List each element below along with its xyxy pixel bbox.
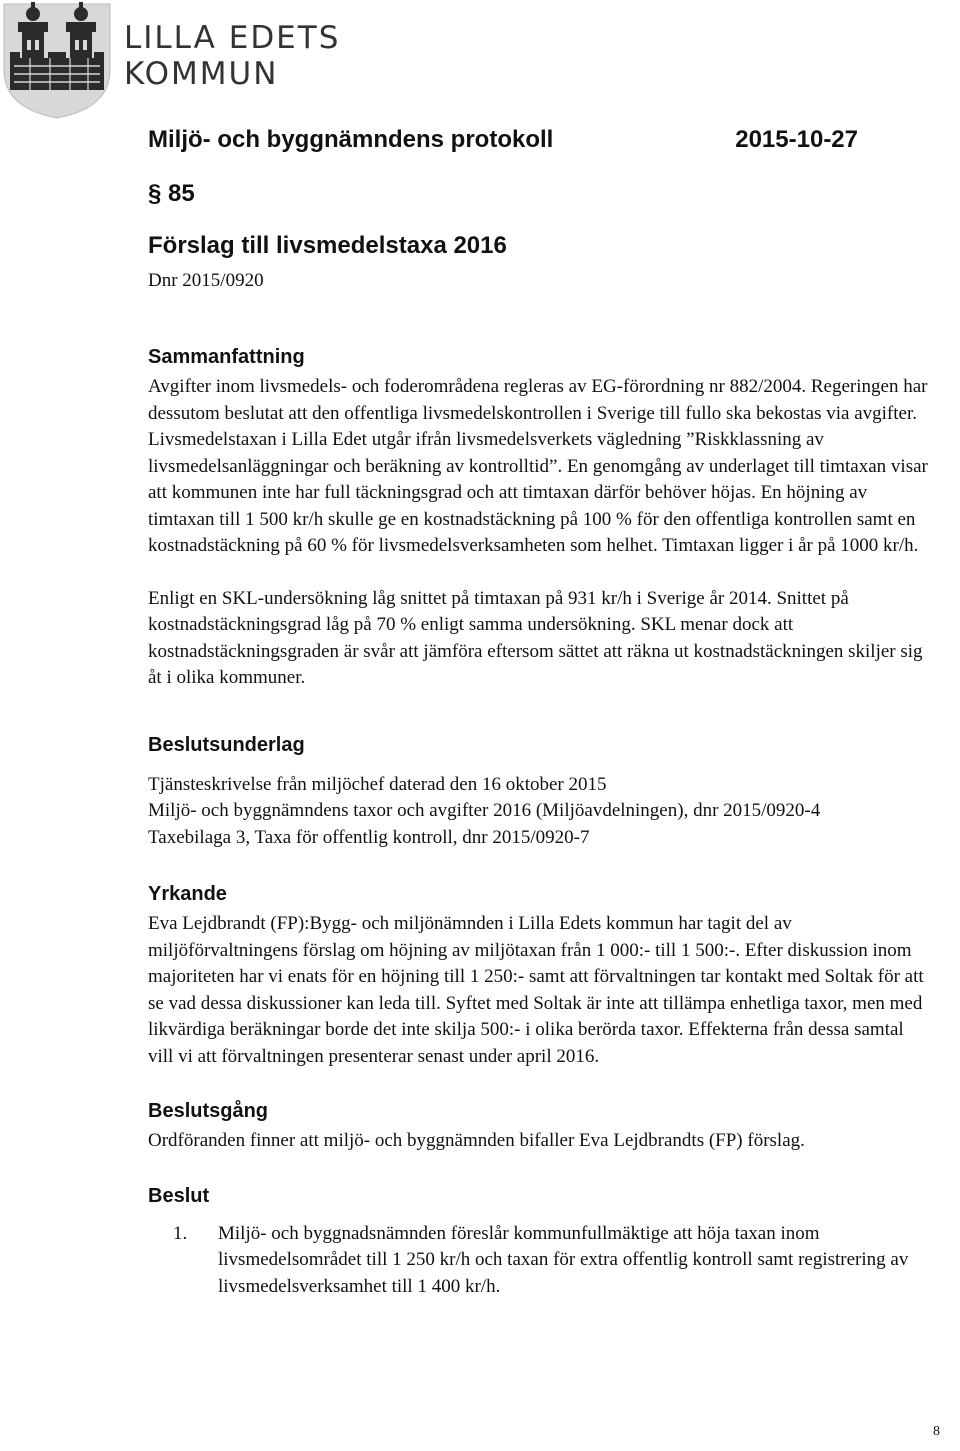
beslutsgang-text: Ordföranden finner att miljö- och byggnämnden bifaller Eva Lejdbrandts (FP) förslag. xyxy=(148,1130,805,1151)
beslut-list xyxy=(148,1221,928,1301)
heading-sammanfattning: Sammanfattning xyxy=(148,346,305,368)
beslut-item-1: 1. Miljö- och byggnadsnämnden föreslår kommunfullmäktige att höja taxan inom livsmedelsområdet till 1 250 kr/h och taxan för extra offentlig kontroll samt registrering av livsmedelsverksamhet till 1 400 kr/h. xyxy=(192,1221,928,1301)
protocol-title: Miljö- och byggnämndens protokoll xyxy=(148,126,554,153)
underlag-item-3: Taxebilaga 3, Taxa för offentlig kontroll, dnr 2015/0920-7 xyxy=(148,826,590,848)
subject-heading: Förslag till livsmedelstaxa 2016 xyxy=(148,232,507,259)
underlag-item-2: Miljö- och byggnämndens taxor och avgifter 2016 (Miljöavdelningen), dnr 2015/0920-4 xyxy=(148,800,821,821)
page-number: 8 xyxy=(933,1424,940,1439)
underlag-item-1: Tjänsteskrivelse från miljöchef daterad den 16 oktober 2015 xyxy=(148,773,607,795)
heading-beslutsgang: Beslutsgång xyxy=(148,1100,269,1122)
protocol-body xyxy=(148,344,928,1300)
protocol-date: 2015-10-27 xyxy=(735,126,858,153)
heading-beslut: Beslut xyxy=(148,1184,210,1207)
summary-paragraph-1: Avgifter inom livsmedels- och foderområdena regleras av EG-förordning nr 882/2004. Regeringen har dessutom beslutat att den offentliga livsmedelskontrollen i Sverige till fullo ska bekostas via avgifter. Livsmedelstaxan i Lilla Edet utgår ifrån livsmedelsverkets vägledning ”Riskklassning av livsmedelsanläggningar och beräkning av kontrolltid”. En genomgång av underlaget till timtaxan visar att kommunen inte har full täckningsgrad och att timtaxan därför behöver höjas. En höjning av timtaxan till 1 500 kr/h skulle ge en kostnadstäckning på 100 % för den offentliga kontrollen samt en kostnadstäckning på 60 % för livsmedelsverksamheten som helhet. Timtaxan ligger i år på 1000 kr/h. xyxy=(148,376,928,556)
yrkande-text: Eva Lejdbrandt (FP):Bygg- och miljönämnden i Lilla Edets kommun har tagit del av miljöförvaltningens förslag om höjning av miljötaxan från 1 000:- till 1 500:-. Efter diskussion inom majoriteten har vi enats för en höjning till 1 250:- samt att förvaltningen tar kontakt med Soltak för att se vad dessa diskussioner kan leda till. Syftet med Soltak är inte att tillämpa enhetliga taxor, men med likvärdiga beräkningar borde det inte skilja 500:- i olika berörda taxor. Effekterna från dessa samtal vill vi att förvaltningen presenterar senast under april 2016. xyxy=(148,913,924,1067)
summary-paragraph-2: Enligt en SKL-undersökning låg snittet på timtaxan på 931 kr/h i Sverige år 2014. Snittet på kostnadstäckningsgrad låg på 70 % enligt samma undersökning. SKL menar dock att kostnadstäckningsgraden är svår att jämföra eftersom sättet att räkna ut kostnadstäckningen skiljer sig åt i olika kommuner. xyxy=(148,587,923,688)
heading-beslutsunderlag: Beslutsunderlag xyxy=(148,733,305,756)
heading-yrkande: Yrkande xyxy=(148,883,227,905)
org-line-2: KOMMUN xyxy=(124,56,279,92)
organization-name xyxy=(124,20,340,92)
municipality-coat-of-arms xyxy=(0,0,114,120)
protocol-header xyxy=(148,126,858,158)
diary-number: Dnr 2015/0920 xyxy=(148,270,264,291)
paragraph-number: § 85 xyxy=(148,180,195,207)
org-line-1: LILLA EDETS xyxy=(124,20,341,56)
